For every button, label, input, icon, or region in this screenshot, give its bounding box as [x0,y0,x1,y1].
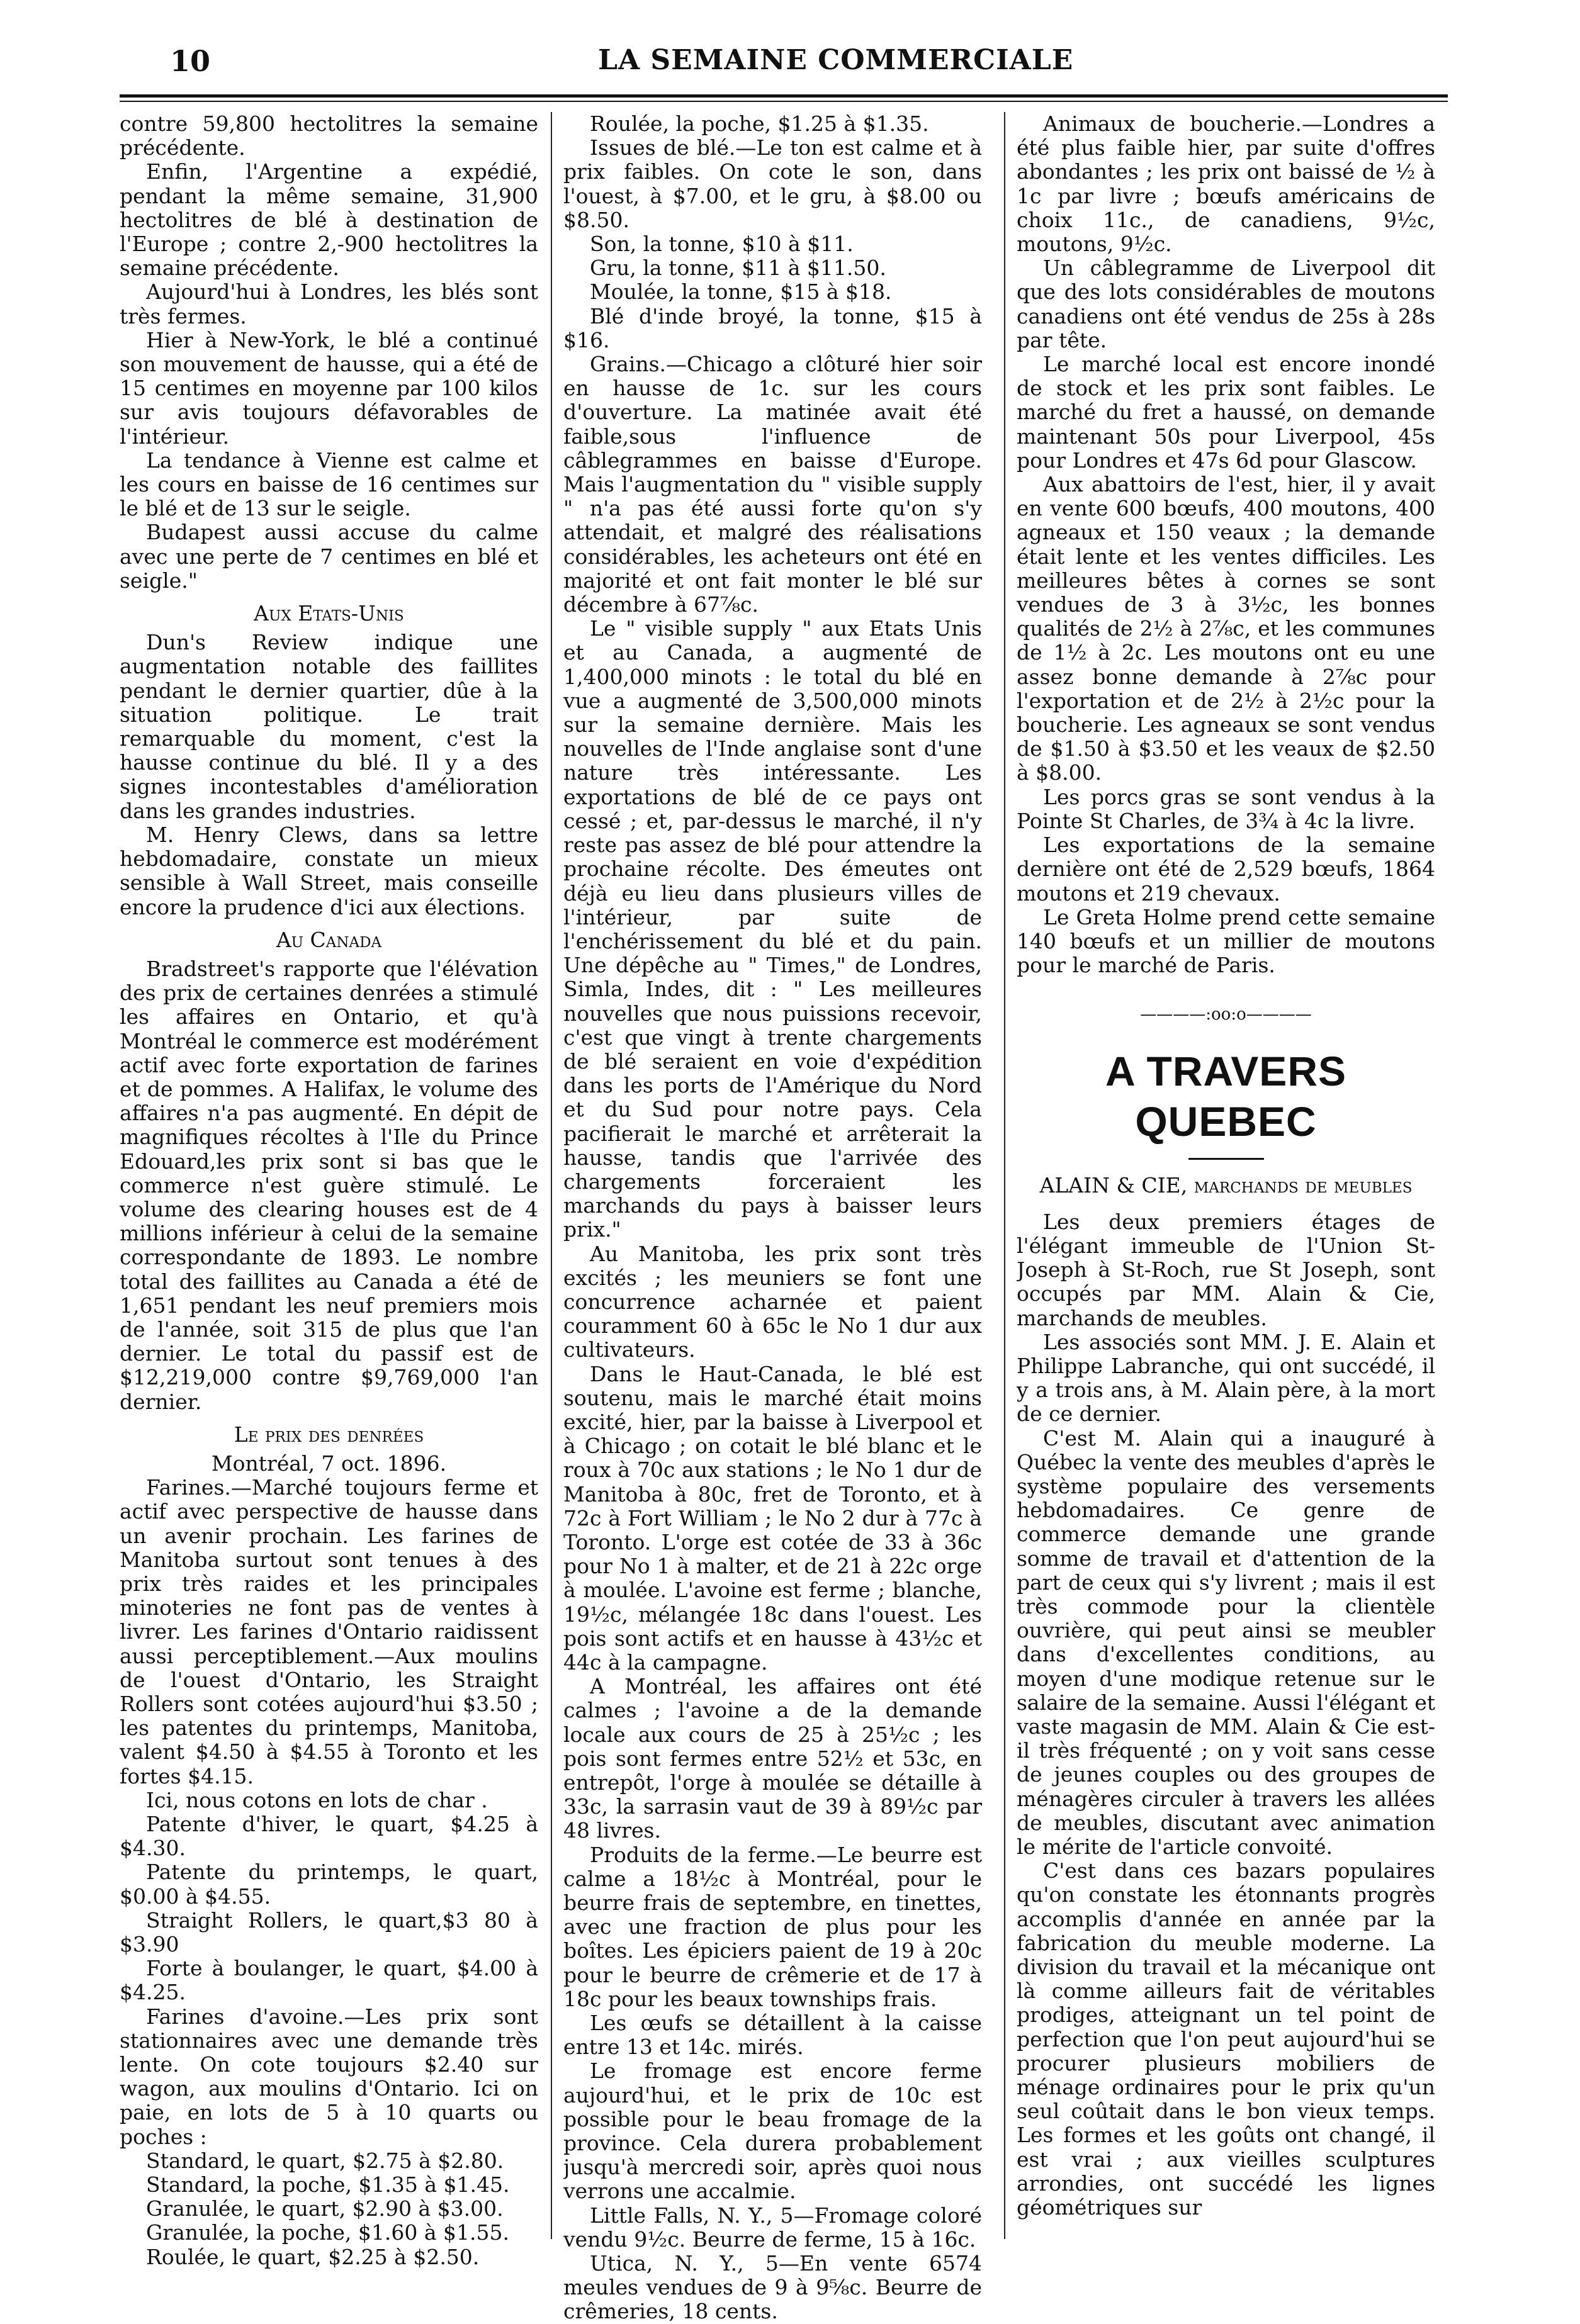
dateline: Montréal, 7 oct. 1896. [211,1451,447,1476]
paragraph: Le fromage est encore ferme aujourd'hui, et le prix de 10c est possible pour le beau fromage de la province. Cela durera probablement jusqu'à mercredi soir, après quoi nous verrons une accalmie. [563,2058,982,2204]
price-line: Granulée, le quart, $2.90 à $3.00. [146,2196,504,2221]
paragraph: Ici, nous cotons en lots de char . [146,1787,488,1812]
price-line: Patente d'hiver, le quart, $4.25 à $4.30. [120,1812,538,1861]
section-heading: Le prix des denrées [234,1422,424,1447]
paragraph: Aujourd'hui à Londres, les blés sont très fermes. [120,279,538,328]
paragraph: C'est M. Alain qui a inauguré à Québec la vente des meubles d'après le système populaire des versements hebdomadaires. Ce genre de commerce demande une grande somme de travail et d'attention de la part de ceux qui s'y livrent ; mais il est très commode pour la clientèle ouvrière, qui peut ainsi se meubler dans d'excellentes conditions, au moyen d'une modique retenue sur le salaire de la semaine. Aussi l'élégant et vaste magasin de MM. Alain & Cie est-il très fréquenté ; on y voit sans cesse de jeunes couples ou des groupes de ménagères circuler à travers les allées de meubles, discutant avec animation le mérite de l'article convoité. [1017,1425,1435,1859]
paragraph: Au Manitoba, les prix sont très excités ; les meuniers se font une concurrence acharnée et paient couramment 60 à 65c le No 1 dur aux cultivateurs. [563,1241,982,1362]
paragraph: contre 59,800 hectolitres la semaine précédente. [120,112,538,160]
header-rule-thin [120,101,1448,102]
paragraph: Issues de blé.—Le ton est calme et à prix faibles. On cote le son, dans l'ouest, à $7.00, et le gru, à $8.00 ou $8.50. [563,135,982,232]
price-line: Straight Rollers, le quart,$3 80 à $3.90 [120,1907,538,1957]
paragraph: A Montréal, les affaires ont été calmes ; l'avoine a de la demande locale aux cours de 25 à 25½c ; les pois sont fermes entre 52½ et 53c, en entrepôt, l'orge à moulée se détaille à 33c, la sarrasin vaut de 39 à 89½c par 48 livres. [563,1674,982,1843]
price-line: Moulée, la tonne, $15 à $18. [590,279,892,305]
paragraph: Les exportations de la semaine dernière ont été de 2,529 bœufs, 1864 moutons et 219 chevaux. [1017,833,1435,906]
article-subheading: ALAIN & CIE, marchands de meubles [1039,1172,1413,1198]
paragraph: C'est dans ces bazars populaires qu'on constate les étonnants progrès accomplis d'année en année par la fabrication du meuble moderne. La division du travail et la mécanique ont là comme ailleurs fait de véritables prodiges, atteignant un tel point de perfection que l'on peut aujourd'hui se procurer plusieurs mobiliers de ménage ordinaires pour le prix qu'un seul coûtait dans le bon vieux temps. Les formes et les goûts ont changé, il est vrai ; aux vieilles sculptures arrondies, ont succédé les lignes géométriques sur [1017,1858,1435,2220]
paragraph: Farines d'avoine.—Les prix sont stationnaires avec une demande très lente. On cote toujours $2.40 sur wagon, aux moulins d'Ontario. Ici on paie, en lots de 5 à 10 quarts ou poches : [120,2004,538,2149]
paragraph: Hier à New-York, le blé a continué son mouvement de hausse, qui a été de 15 centimes en moyenne par 100 kilos sur avis toujours défavorables de l'intérieur. [120,327,538,449]
paragraph: Le marché local est encore inondé de stock et les prix sont faibles. Le marché du fret a haussé, on demande maintenant 50s pour Liverpool, 45s pour Londres et 47s 6d pour Glascow. [1017,352,1435,473]
paragraph: Les porcs gras se sont vendus à la Pointe St Charles, de 3¾ à 4c la livre. [1017,784,1435,833]
price-line: Granulée, la poche, $1.60 à $1.55. [146,2220,509,2245]
ornament-divider: ————:oo:o———— [1140,1005,1312,1024]
price-line: Son, la tonne, $10 à $11. [590,232,854,257]
section-heading: Aux Etats-Unis [254,601,404,626]
column-1 [120,112,538,2269]
paragraph: Utica, N. Y., 5—En vente 6574 meules vendues de 9 à 9⅝c. Beurre de crêmeries, 18 cents. [563,2251,982,2324]
price-line: Roulée, la poche, $1.25 à $1.35. [590,112,929,136]
price-line: Forte à boulanger, le quart, $4.00 à $4.25. [120,1956,538,2005]
paragraph: Grains.—Chicago a clôturé hier soir en hausse de 1c. sur les cours d'ouverture. La matinée avait été faible,sous l'influence de câblegrammes en baisse d'Europe. Mais l'augmentation du " visible supply " n'a pas été aussi forte qu'on s'y attendait, et malgré des réalisations considérables, les acheteurs ont été en majorité et ont fait monter le blé sur décembre à 67⅞c. [563,352,982,617]
paragraph: Le Greta Holme prend cette semaine 140 bœufs et un millier de moutons pour le marché de Paris. [1017,904,1435,978]
header-rule [120,94,1448,98]
page-header [151,40,1580,91]
paragraph: M. Henry Clews, dans sa lettre hebdomadaire, constate un mieux sensible à Wall Street, mais conseille encore la prudence d'ici aux élections. [120,822,538,919]
running-title: LA SEMAINE COMMERCIALE [598,44,1074,76]
price-line: Standard, le quart, $2.75 à $2.80. [146,2148,504,2173]
paragraph: Le " visible supply " aux Etats Unis et au Canada, a augmenté de 1,400,000 minots : le total du blé en vue a augmenté de 3,500,000 minots sur la semaine dernière. Mais les nouvelles de l'Inde anglaise sont d'une nature très intéressante. Les exportations de blé de ce pays ont cessé ; et, par-dessus le marché, il n'y reste pas assez de blé pour attendre la prochaine récolte. Des émeutes ont déjà eu lieu dans plusieurs villes de l'intérieur, par suite de l'enchérissement du blé et du pain. Une dépêche au " Times," de Londres, Simla, Indes, dit : " Les meilleures nouvelles que nous puissions recevoir, c'est que vingt à trente chargements de blé seraient en voie d'expédition dans les ports de l'Amérique du Nord et du Sud pour notre pays. Cela pacifierait le marché et arrêterait la hausse, tandis que l'arrivée des chargements forceraient les marchands du pays à baisser leurs prix." [563,616,982,1242]
paragraph: Un câblegramme de Liverpool dit que des lots considérables de moutons canadiens ont été vendus de 25s à 28s par tête. [1017,255,1435,352]
paragraph: Enfin, l'Argentine a expédié, pendant la même semaine, 31,900 hectolitres de blé à destination de l'Europe ; contre 2,-900 hectolitres la semaine précédente. [120,159,538,281]
column-divider [1004,112,1005,2239]
paragraph: La tendance à Vienne est calme et les cours en baisse de 16 centimes sur le blé et de 13 sur le seigle. [120,447,538,521]
column-3 [1017,112,1435,2220]
paragraph: Les deux premiers étages de l'élégant immeuble de l'Union St-Joseph à St-Roch, rue St Joseph, sont occupés par MM. Alain & Cie, marchands de meubles. [1017,1209,1435,1330]
paragraph: Budapest aussi accuse du calme avec une perte de 7 centimes en blé et seigle." [120,520,538,593]
column-2 [563,112,982,2324]
paragraph: Bradstreet's rapporte que l'élévation des prix de certaines denrées a stimulé les affaires en Ontario, et qu'à Montréal le commerce est modérément actif avec forte exportation de farines et de pommes. A Halifax, le volume des affaires n'a pas augmenté. En dépit de magnifiques récoltes à l'Ile du Prince Edouard,les prix sont si bas que le commerce n'est guère stimulé. Le volume des clearing houses est de 4 millions inférieur à celui de la semaine correspondante de 1893. Le nombre total des faillites au Canada a été de 1,651 pendant les neuf premiers mois de l'année, soit 315 de plus que l'an dernier. Le total du passif est de $12,219,000 contre $9,769,000 l'an dernier. [120,956,538,1414]
paragraph: Les œufs se détaillent à la caisse entre 13 et 14c. mirés. [563,2011,982,2060]
column-divider [551,112,552,2239]
paragraph: Produits de la ferme.—Le beurre est calme a 18½c à Montréal, pour le beurre frais de septembre, en tinettes, avec une fraction de plus pour les boîtes. Les épiciers paient de 19 à 20c pour le beurre de crêmerie et de 17 à 18c pour les beaux townships frais. [563,1842,982,2011]
price-line: Gru, la tonne, $11 à $11.50. [590,255,886,281]
price-line: Standard, la poche, $1.35 à $1.45. [146,2172,510,2198]
price-line: Roulée, le quart, $2.25 à $2.50. [146,2244,480,2269]
title-rule [1188,1158,1264,1160]
paragraph: Dans le Haut-Canada, le blé est soutenu, mais le marché était moins excité, hier, par la baisse à Liverpool et à Chicago ; on cotait le blé blanc et le roux à 70c aux stations ; le No 1 dur de Manitoba à 80c, fret de Toronto, et à 72c à Fort William ; le No 2 dur à 77c à Toronto. L'orge est cotée de 33 à 36c pour No 1 à malter, et de 21 à 22c orge à moulée. L'avoine est ferme ; blanche, 19½c, mélangée 18c dans l'ouest. Les pois sont actifs et en hausse à 43½c et 44c à la campagne. [563,1361,982,1675]
section-heading: Au Canada [276,927,382,952]
paragraph: Les associés sont MM. J. E. Alain et Philippe Labranche, qui ont succédé, il y a trois ans, à M. Alain père, à la mort de ce dernier. [1017,1329,1435,1427]
paragraph: Little Falls, N. Y., 5—Fromage coloré vendu 9½c. Beurre de ferme, 15 à 16c. [563,2203,982,2252]
page-number: 10 [170,44,211,78]
price-line: Blé d'inde broyé, la tonne, $15 à $16. [563,303,982,352]
paragraph: Aux abattoirs de l'est, hier, il y avait en vente 600 bœufs, 400 moutons, 400 agneaux et 150 veaux ; la demande était lente et les ventes difficiles. Les meilleures bêtes à cornes se sont vendues de 3 à 3½c, les bonnes qualités de 2½ à 2⅞c, et les communes de 1½ à 2c. Les moutons ont eu une assez bonne demande à 2⅞c pour l'exportation et de 2½ à 2½c pour la boucherie. Les agneaux se sont vendus de $1.50 à $3.50 et les veaux de $2.50 à $8.00. [1017,472,1435,785]
paragraph: Animaux de boucherie.—Londres a été plus faible hier, par suite d'offres abondantes ; les prix ont baissé de ½ à 1c par livre ; bœufs américains de choix 11c., de canadiens, 9½c, moutons, 9½c. [1017,112,1435,257]
section-title: A TRAVERS QUEBEC [1105,1047,1347,1145]
price-line: Patente du printemps, le quart, $0.00 à $4.55. [120,1860,538,1909]
paragraph: Farines.—Marché toujours ferme et actif avec perspective de hausse dans un avenir prochain. Les farines de Manitoba surtout sont tenues à des prix très raides et les principales minoteries ne font pas de ventes à livrer. Les farines d'Ontario raidissent aussi perceptiblement.—Aux moulins de l'ouest d'Ontario, les Straight Rollers sont cotées aujourd'hui $3.50 ; les patentes du printemps, Manitoba, valent $4.50 à $4.55 à Toronto et les fortes $4.15. [120,1475,538,1788]
paragraph: Dun's Review indique une augmentation notable des faillites pendant le dernier quartier, dûe à la situation politique. Le trait remarquable du moment, c'est la hausse continue du blé. Il y a des signes incontestables d'amélioration dans les grandes industries. [120,630,538,823]
